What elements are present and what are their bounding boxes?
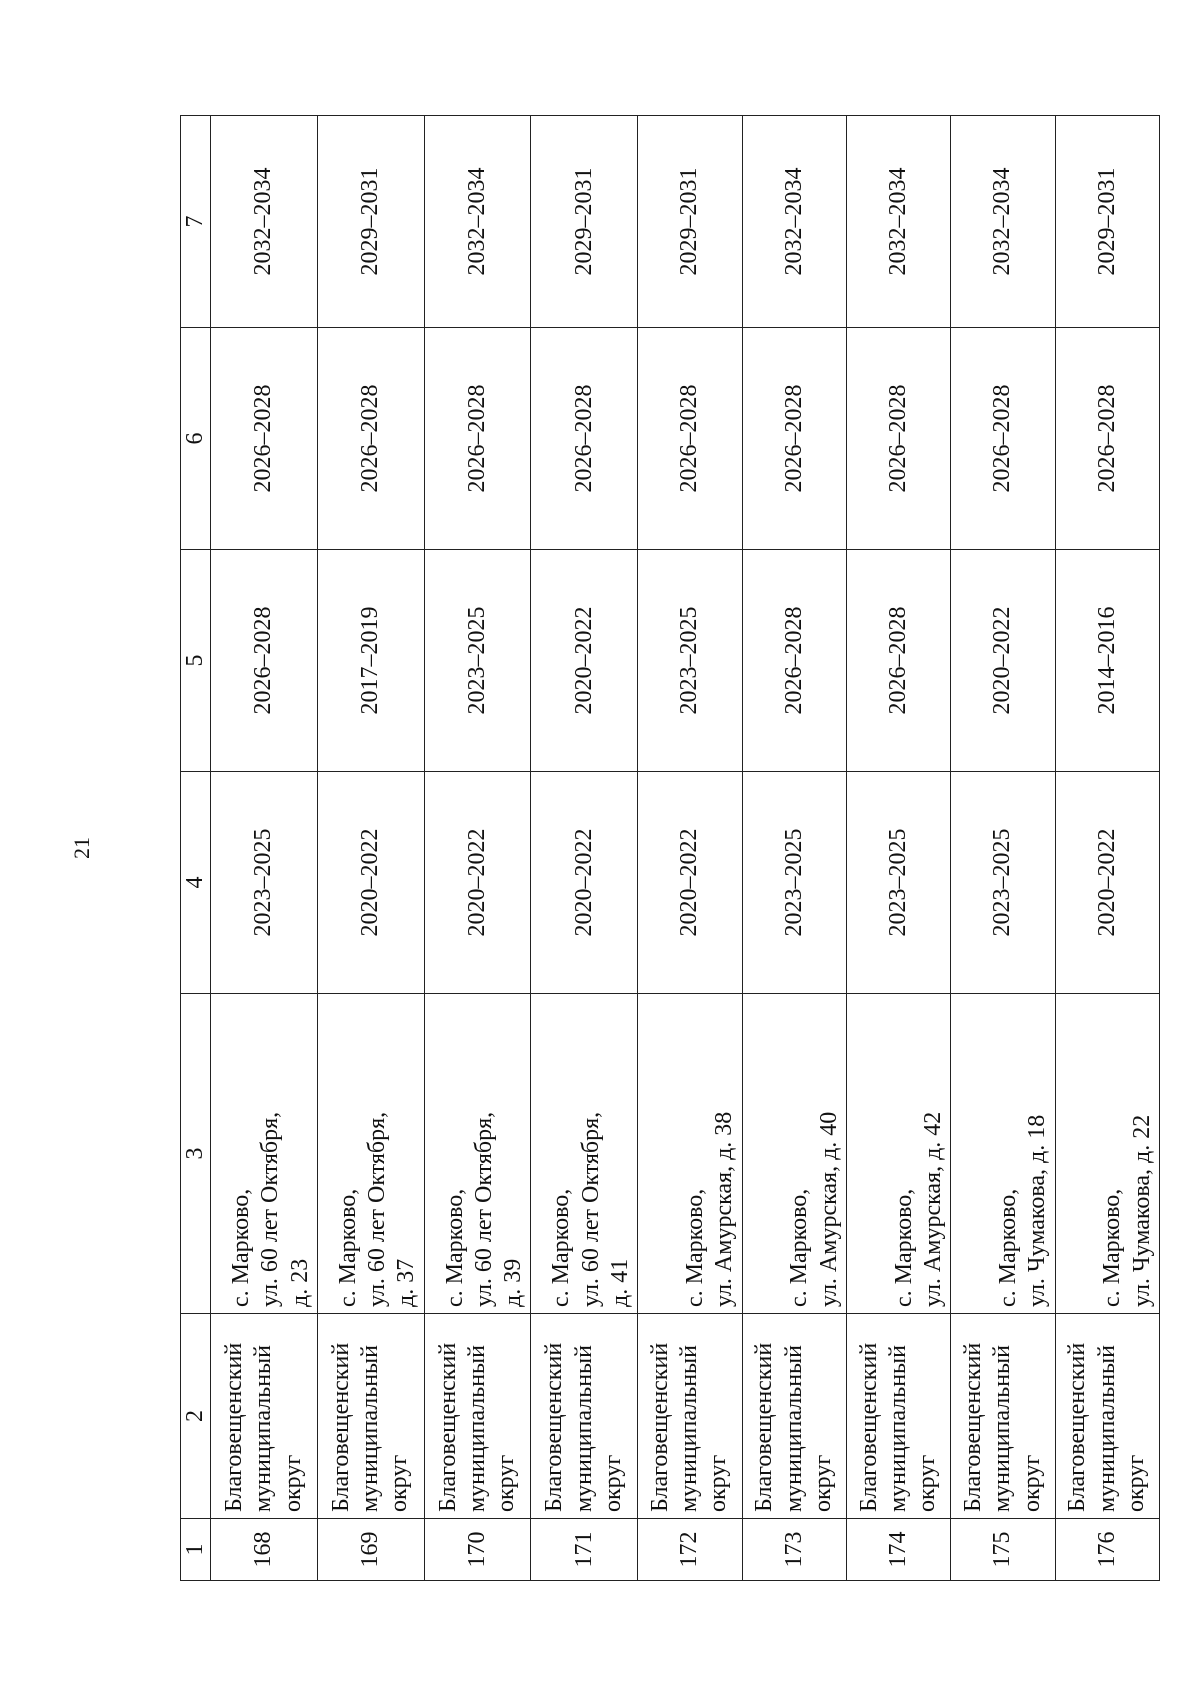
- municipality-cell: [742, 1314, 846, 1519]
- address-line: с. Марково,: [228, 1188, 255, 1307]
- period-cell-col4: 2023–2025: [211, 772, 318, 994]
- municipality-line: округ: [809, 1454, 836, 1512]
- address-line: с. Марково,: [890, 1188, 917, 1307]
- period-cell-col7: 2032–2034: [211, 116, 318, 328]
- period-cell-col7: 2032–2034: [951, 116, 1055, 328]
- municipality-line: Благовещенский: [1064, 1342, 1091, 1512]
- address-line: с. Марково,: [681, 1188, 708, 1307]
- period-cell-col7: 2029–2031: [638, 116, 742, 328]
- period-cell-col5: 2014–2016: [1055, 550, 1159, 772]
- address-line: д. 39: [500, 1258, 527, 1307]
- address-line: ул. Чумакова, д. 22: [1128, 1114, 1155, 1307]
- rotated-table-frame: [180, 116, 1160, 1581]
- period-cell-col5: 2023–2025: [638, 550, 742, 772]
- municipality-cell: [846, 1314, 950, 1519]
- period-cell-col6: 2026–2028: [531, 328, 638, 550]
- municipality-line: муниципальный: [357, 1344, 384, 1512]
- row-number-cell: 176: [1055, 1519, 1159, 1581]
- municipality-line: округ: [705, 1454, 732, 1512]
- row-number-cell: 170: [424, 1519, 531, 1581]
- table-row: [317, 116, 424, 1581]
- period-cell-col7: 2032–2034: [742, 116, 846, 328]
- period-cell-col7: 2029–2031: [1055, 116, 1159, 328]
- period-cell-col6: 2026–2028: [846, 328, 950, 550]
- address-line: с. Марково,: [334, 1188, 361, 1307]
- period-cell-col7: 2029–2031: [531, 116, 638, 328]
- address-line: ул. Амурская, д. 40: [815, 1111, 842, 1307]
- table-row: [742, 116, 846, 1581]
- period-cell-col6: 2026–2028: [211, 328, 318, 550]
- row-number-cell: 171: [531, 1519, 638, 1581]
- row-number-cell: 175: [951, 1519, 1055, 1581]
- address-line: д. 23: [286, 1258, 313, 1307]
- address-cell: [742, 994, 846, 1314]
- address-cell: [531, 994, 638, 1314]
- period-cell-col5: 2026–2028: [846, 550, 950, 772]
- address-cell: [317, 994, 424, 1314]
- address-line: с. Марково,: [441, 1188, 468, 1307]
- period-cell-col6: 2026–2028: [1055, 328, 1159, 550]
- row-number-cell: 173: [742, 1519, 846, 1581]
- address-line: ул. Чумакова, д. 18: [1024, 1114, 1051, 1307]
- registry-table: [180, 115, 1160, 1581]
- table-row: [1055, 116, 1159, 1581]
- period-cell-col5: 2020–2022: [951, 550, 1055, 772]
- address-line: с. Марково,: [1099, 1188, 1126, 1307]
- municipality-cell: [317, 1314, 424, 1519]
- period-cell-col5: 2023–2025: [424, 550, 531, 772]
- municipality-line: Благовещенский: [434, 1342, 461, 1512]
- municipality-line: Благовещенский: [541, 1342, 568, 1512]
- address-cell: [1055, 994, 1159, 1314]
- period-cell-col4: 2020–2022: [638, 772, 742, 994]
- municipality-line: муниципальный: [570, 1344, 597, 1512]
- column-header-1: 1: [181, 1519, 211, 1581]
- column-header-4: 4: [181, 772, 211, 994]
- period-cell-col5: 2026–2028: [211, 550, 318, 772]
- column-number-row: [181, 116, 211, 1581]
- column-header-7: 7: [181, 116, 211, 328]
- municipality-line: Благовещенский: [646, 1342, 673, 1512]
- period-cell-col6: 2026–2028: [317, 328, 424, 550]
- municipality-line: округ: [279, 1454, 306, 1512]
- address-cell: [951, 994, 1055, 1314]
- address-line: ул. Амурская, д. 38: [711, 1111, 738, 1307]
- period-cell-col6: 2026–2028: [951, 328, 1055, 550]
- period-cell-col6: 2026–2028: [424, 328, 531, 550]
- address-line: с. Марково,: [786, 1188, 813, 1307]
- address-cell: [211, 994, 318, 1314]
- municipality-line: Благовещенский: [751, 1342, 778, 1512]
- column-header-5: 5: [181, 550, 211, 772]
- period-cell-col7: 2029–2031: [317, 116, 424, 328]
- municipality-line: Благовещенский: [960, 1342, 986, 1512]
- address-cell: [424, 994, 531, 1314]
- municipality-cell: [211, 1314, 318, 1519]
- municipality-line: муниципальный: [989, 1344, 1016, 1512]
- table-row: [424, 116, 531, 1581]
- municipality-cell: [1055, 1314, 1159, 1519]
- address-line: ул. 60 лет Октября,: [577, 1111, 604, 1307]
- address-line: д. 37: [393, 1258, 420, 1307]
- column-header-3: 3: [181, 994, 211, 1314]
- period-cell-col5: 2026–2028: [742, 550, 846, 772]
- municipality-line: округ: [914, 1454, 941, 1512]
- municipality-line: округ: [1018, 1454, 1045, 1512]
- row-number-cell: 174: [846, 1519, 950, 1581]
- period-cell-col6: 2026–2028: [638, 328, 742, 550]
- page-number: 21: [69, 837, 94, 859]
- column-header-2: 2: [181, 1314, 211, 1519]
- municipality-line: Благовещенский: [327, 1342, 354, 1512]
- table-row: [846, 116, 950, 1581]
- period-cell-col4: 2020–2022: [317, 772, 424, 994]
- municipality-cell: [951, 1314, 1055, 1519]
- address-cell: [846, 994, 950, 1314]
- table-row: [638, 116, 742, 1581]
- municipality-line: округ: [599, 1454, 626, 1512]
- municipality-line: муниципальный: [780, 1344, 807, 1512]
- period-cell-col4: 2023–2025: [742, 772, 846, 994]
- municipality-cell: [638, 1314, 742, 1519]
- municipality-line: Благовещенский: [855, 1342, 882, 1512]
- period-cell-col6: 2026–2028: [742, 328, 846, 550]
- municipality-line: муниципальный: [1093, 1344, 1120, 1512]
- municipality-line: округ: [386, 1454, 413, 1512]
- period-cell-col4: 2020–2022: [1055, 772, 1159, 994]
- period-cell-col7: 2032–2034: [424, 116, 531, 328]
- municipality-line: округ: [493, 1454, 520, 1512]
- table-container: [180, 116, 1160, 1581]
- municipality-line: муниципальный: [676, 1344, 703, 1512]
- address-line: с. Марково,: [995, 1188, 1022, 1307]
- row-number-cell: 169: [317, 1519, 424, 1581]
- municipality-line: Благовещенский: [221, 1342, 248, 1512]
- table-row: [951, 116, 1055, 1581]
- address-cell: [638, 994, 742, 1314]
- table-row: [211, 116, 318, 1581]
- municipality-line: муниципальный: [250, 1344, 277, 1512]
- address-line: д. 41: [606, 1258, 633, 1307]
- period-cell-col4: 2020–2022: [531, 772, 638, 994]
- table-row: [531, 116, 638, 1581]
- municipality-line: муниципальный: [884, 1344, 911, 1512]
- address-line: ул. Амурская, д. 42: [919, 1111, 946, 1307]
- period-cell-col5: 2020–2022: [531, 550, 638, 772]
- address-line: ул. 60 лет Октября,: [364, 1111, 391, 1307]
- column-header-6: 6: [181, 328, 211, 550]
- row-number-cell: 172: [638, 1519, 742, 1581]
- row-number-cell: 168: [211, 1519, 318, 1581]
- municipality-cell: [531, 1314, 638, 1519]
- municipality-line: округ: [1122, 1454, 1149, 1512]
- address-line: ул. 60 лет Октября,: [257, 1111, 284, 1307]
- municipality-cell: [424, 1314, 531, 1519]
- period-cell-col5: 2017–2019: [317, 550, 424, 772]
- period-cell-col4: 2020–2022: [424, 772, 531, 994]
- municipality-line: муниципальный: [463, 1344, 490, 1512]
- address-line: ул. 60 лет Октября,: [470, 1111, 497, 1307]
- address-line: с. Марково,: [548, 1188, 575, 1307]
- period-cell-col4: 2023–2025: [846, 772, 950, 994]
- period-cell-col4: 2023–2025: [951, 772, 1055, 994]
- period-cell-col7: 2032–2034: [846, 116, 950, 328]
